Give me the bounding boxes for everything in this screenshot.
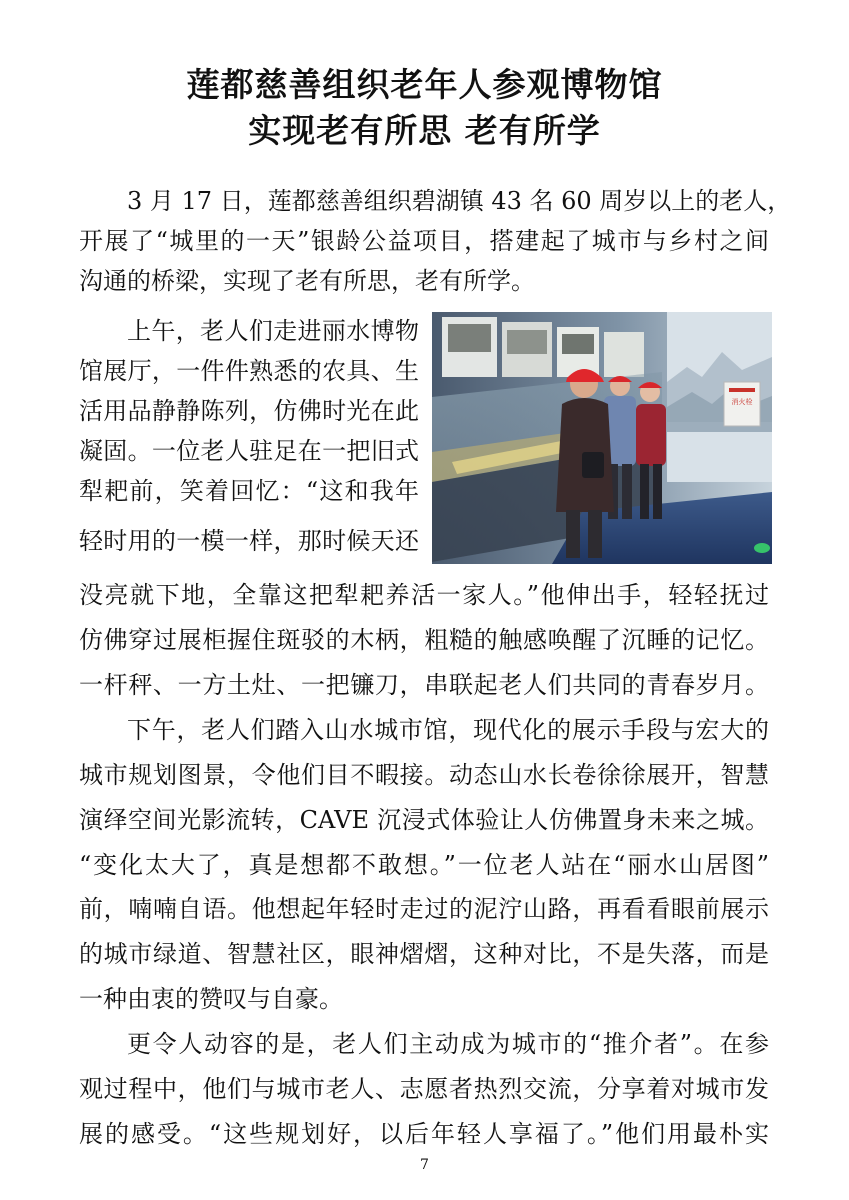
paragraph-4-line-3: 展的感受。“这些规划好，以后年轻人享福了。”他们用最朴实 xyxy=(79,1120,769,1148)
paragraph-2-line-4: 凝固。一位老人驻足在一把旧式 xyxy=(79,437,419,465)
paragraph-3-line-1: 下午，老人们踏入山水城市馆，现代化的展示手段与宏大的 xyxy=(127,716,769,744)
paragraph-1-line-2: 开展了“城里的一天”银龄公益项目，搭建起了城市与乡村之间 xyxy=(79,227,769,255)
paragraph-3-line-6: 的城市绿道、智慧社区，眼神熠熠，这种对比，不是失落，而是 xyxy=(79,940,769,968)
paragraph-2-line-7: 没亮就下地，全靠这把犁耙养活一家人。”他伸出手，轻轻抚过 xyxy=(79,581,769,609)
paragraph-2-line-6: 轻时用的一模一样，那时候天还 xyxy=(79,527,419,555)
paragraph-1-line-3: 沟通的桥梁，实现了老有所思，老有所学。 xyxy=(79,267,535,295)
paragraph-1-line-1: 3 月 17 日，莲都慈善组织碧湖镇 43 名 60 周岁以上的老人， xyxy=(127,187,792,215)
paragraph-3-line-7: 一种由衷的赞叹与自豪。 xyxy=(79,985,343,1013)
museum-visit-photo xyxy=(432,312,772,564)
paragraph-3-line-5: 前，喃喃自语。他想起年轻时走过的泥泞山路，再看看眼前展示 xyxy=(79,895,769,923)
page-title-line-2: 实现老有所思 老有所学 xyxy=(248,111,601,150)
paragraph-2-line-1: 上午，老人们走进丽水博物 xyxy=(127,317,419,345)
page-number: 7 xyxy=(420,1157,429,1173)
paragraph-3-line-3: 演绎空间光影流转，CAVE 沉浸式体验让人仿佛置身未来之城。 xyxy=(79,806,769,834)
paragraph-4-line-2: 观过程中，他们与城市老人、志愿者热烈交流，分享着对城市发 xyxy=(79,1075,769,1103)
paragraph-3-line-4: “变化太大了，真是想都不敢想。”一位老人站在“丽水山居图” xyxy=(79,851,769,879)
paragraph-2-line-2: 馆展厅，一件件熟悉的农具、生 xyxy=(79,357,419,385)
paragraph-2-line-9: 一杆秤、一方土灶、一把镰刀，串联起老人们共同的青春岁月。 xyxy=(79,671,769,699)
page-title-line-1: 莲都慈善组织老年人参观博物馆 xyxy=(186,65,663,104)
paragraph-3-line-2: 城市规划图景，令他们目不暇接。动态山水长卷徐徐展开，智慧 xyxy=(79,761,769,789)
paragraph-4-line-1: 更令人动容的是，老人们主动成为城市的“推介者”。在参 xyxy=(127,1030,769,1058)
fire-hydrant-sign-text: 消火栓 xyxy=(731,398,753,406)
paragraph-2-line-8: 仿佛穿过展柜握住斑驳的木柄，粗糙的触感唤醒了沉睡的记忆。 xyxy=(79,626,769,654)
paragraph-2-line-3: 活用品静静陈列，仿佛时光在此 xyxy=(79,397,419,425)
paragraph-2-line-5: 犁耙前，笑着回忆：“这和我年 xyxy=(79,477,419,505)
